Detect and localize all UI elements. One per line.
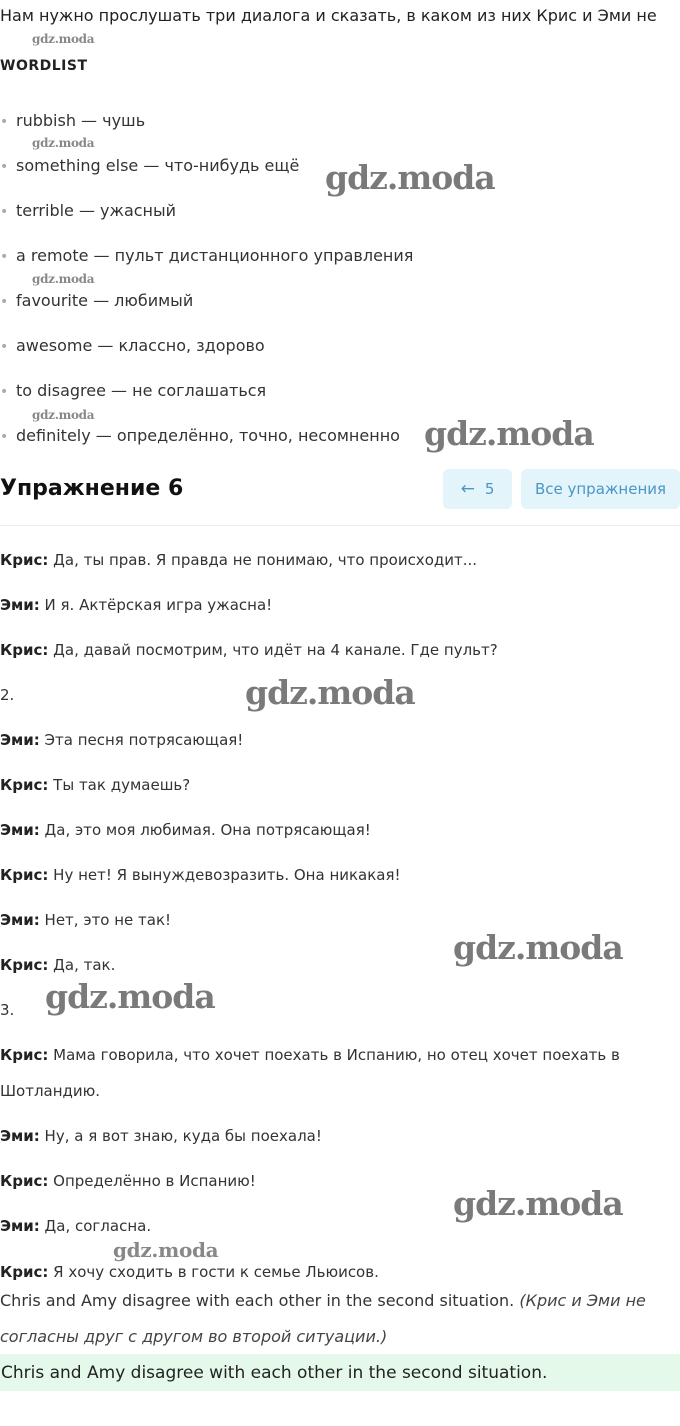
prev-exercise-button[interactable] bbox=[443, 469, 512, 509]
answer-russian-part1: (Крис и Эми не bbox=[519, 1291, 646, 1310]
watermark: gdz.moda bbox=[113, 1238, 219, 1262]
intro-text: Нам нужно прослушать три диалога и сказать, в каком из них Крис и Эми не bbox=[0, 6, 657, 25]
arrow-left-icon: ← bbox=[460, 479, 475, 499]
dialogue-line bbox=[0, 821, 371, 839]
speaker: Крис: bbox=[0, 1046, 49, 1064]
wordlist-item: • something else — что-нибудь ещё bbox=[16, 156, 299, 175]
speaker: Эми: bbox=[0, 821, 40, 839]
line-text: Ну, а я вот знаю, куда бы поехала! bbox=[39, 1127, 322, 1145]
line-text: Нет, это не так! bbox=[39, 911, 172, 929]
dialogue-line bbox=[0, 1046, 620, 1064]
speaker: Крис: bbox=[0, 866, 49, 884]
line-text: Определённо в Испанию! bbox=[48, 1172, 256, 1190]
speaker: Эми: bbox=[0, 911, 40, 929]
speaker: Крис: bbox=[0, 956, 49, 974]
watermark: gdz.moda bbox=[32, 32, 95, 46]
line-text: Я хочу сходить в гости к семье Льюисов. bbox=[48, 1263, 379, 1281]
wordlist-title: WORDLIST bbox=[0, 58, 88, 74]
wordlist-item: • favourite — любимый bbox=[16, 291, 193, 310]
dialogue-line bbox=[0, 731, 243, 749]
watermark: gdz.moda bbox=[453, 1184, 623, 1223]
dialogue-line bbox=[0, 1172, 256, 1190]
line-text: Мама говорила, что хочет поехать в Испанию, но отец хочет поехать в bbox=[48, 1046, 620, 1064]
line-text: Ты так думаешь? bbox=[48, 776, 191, 794]
speaker: Крис: bbox=[0, 1172, 49, 1190]
line-text: Да, это моя любимая. Она потрясающая! bbox=[39, 821, 371, 839]
exercise-title: Упражнение 6 bbox=[0, 476, 184, 501]
answer-russian-part2: согласны друг с другом во второй ситуации.) bbox=[0, 1327, 388, 1346]
line-text: И я. Актёрская игра ужасна! bbox=[39, 596, 273, 614]
dialogue-line bbox=[0, 956, 115, 974]
line-text: Да, давай посмотрим, что идёт на 4 канале. Где пульт? bbox=[48, 641, 498, 659]
dialogue-line-continued: Шотландию. bbox=[0, 1082, 101, 1100]
dialogue-line bbox=[0, 551, 477, 569]
speaker: Крис: bbox=[0, 776, 49, 794]
final-answer-text: Chris and Amy disagree with each other in the second situation. bbox=[1, 1362, 548, 1383]
all-exercises-label: Все упражнения bbox=[534, 480, 667, 498]
wordlist-item: • terrible — ужасный bbox=[16, 201, 176, 220]
dialogue-line bbox=[0, 866, 401, 884]
speaker: Крис: bbox=[0, 551, 49, 569]
watermark: gdz.moda bbox=[45, 977, 215, 1016]
answer-line bbox=[0, 1327, 387, 1346]
watermark: gdz.moda bbox=[32, 408, 95, 422]
all-exercises-button[interactable] bbox=[521, 469, 680, 509]
dialogue-line bbox=[0, 911, 171, 929]
dialogue-line bbox=[0, 776, 190, 794]
watermark: gdz.moda bbox=[424, 414, 594, 453]
speaker: Крис: bbox=[0, 641, 49, 659]
answer-line bbox=[0, 1291, 646, 1310]
watermark: gdz.moda bbox=[453, 928, 623, 967]
speaker: Эми: bbox=[0, 596, 40, 614]
wordlist-item: • definitely — определённо, точно, несомненно bbox=[16, 426, 400, 445]
speaker: Эми: bbox=[0, 1127, 40, 1145]
line-text: Да, так. bbox=[48, 956, 116, 974]
watermark: gdz.moda bbox=[245, 673, 415, 712]
speaker: Эми: bbox=[0, 1217, 40, 1235]
final-answer-box bbox=[0, 1354, 680, 1391]
wordlist-item: • awesome — классно, здорово bbox=[16, 336, 265, 355]
wordlist-item: • to disagree — не соглашаться bbox=[16, 381, 266, 400]
line-text: Эта песня потрясающая! bbox=[39, 731, 244, 749]
speaker: Эми: bbox=[0, 731, 40, 749]
dialogue-number: 2. bbox=[0, 686, 15, 704]
wordlist-item: • rubbish — чушь bbox=[16, 111, 145, 130]
line-text: Да, ты прав. Я правда не понимаю, что происходит... bbox=[48, 551, 478, 569]
speaker: Крис: bbox=[0, 1263, 49, 1281]
wordlist-item: • a remote — пульт дистанционного управления bbox=[16, 246, 413, 265]
prev-exercise-label: 5 bbox=[484, 480, 495, 498]
dialogue-number: 3. bbox=[0, 1001, 15, 1019]
dialogue-line bbox=[0, 1127, 322, 1145]
header-divider bbox=[0, 525, 680, 526]
dialogue-line bbox=[0, 1263, 379, 1281]
dialogue-line bbox=[0, 641, 498, 659]
dialogue-line bbox=[0, 596, 272, 614]
watermark: gdz.moda bbox=[32, 136, 95, 150]
line-text: Да, согласна. bbox=[39, 1217, 152, 1235]
answer-english: Chris and Amy disagree with each other in the second situation. bbox=[0, 1291, 515, 1310]
line-text: Ну нет! Я вынуждевозразить. Она никакая! bbox=[48, 866, 401, 884]
watermark: gdz.moda bbox=[32, 272, 95, 286]
dialogue-line bbox=[0, 1217, 151, 1235]
watermark: gdz.moda bbox=[325, 158, 495, 197]
